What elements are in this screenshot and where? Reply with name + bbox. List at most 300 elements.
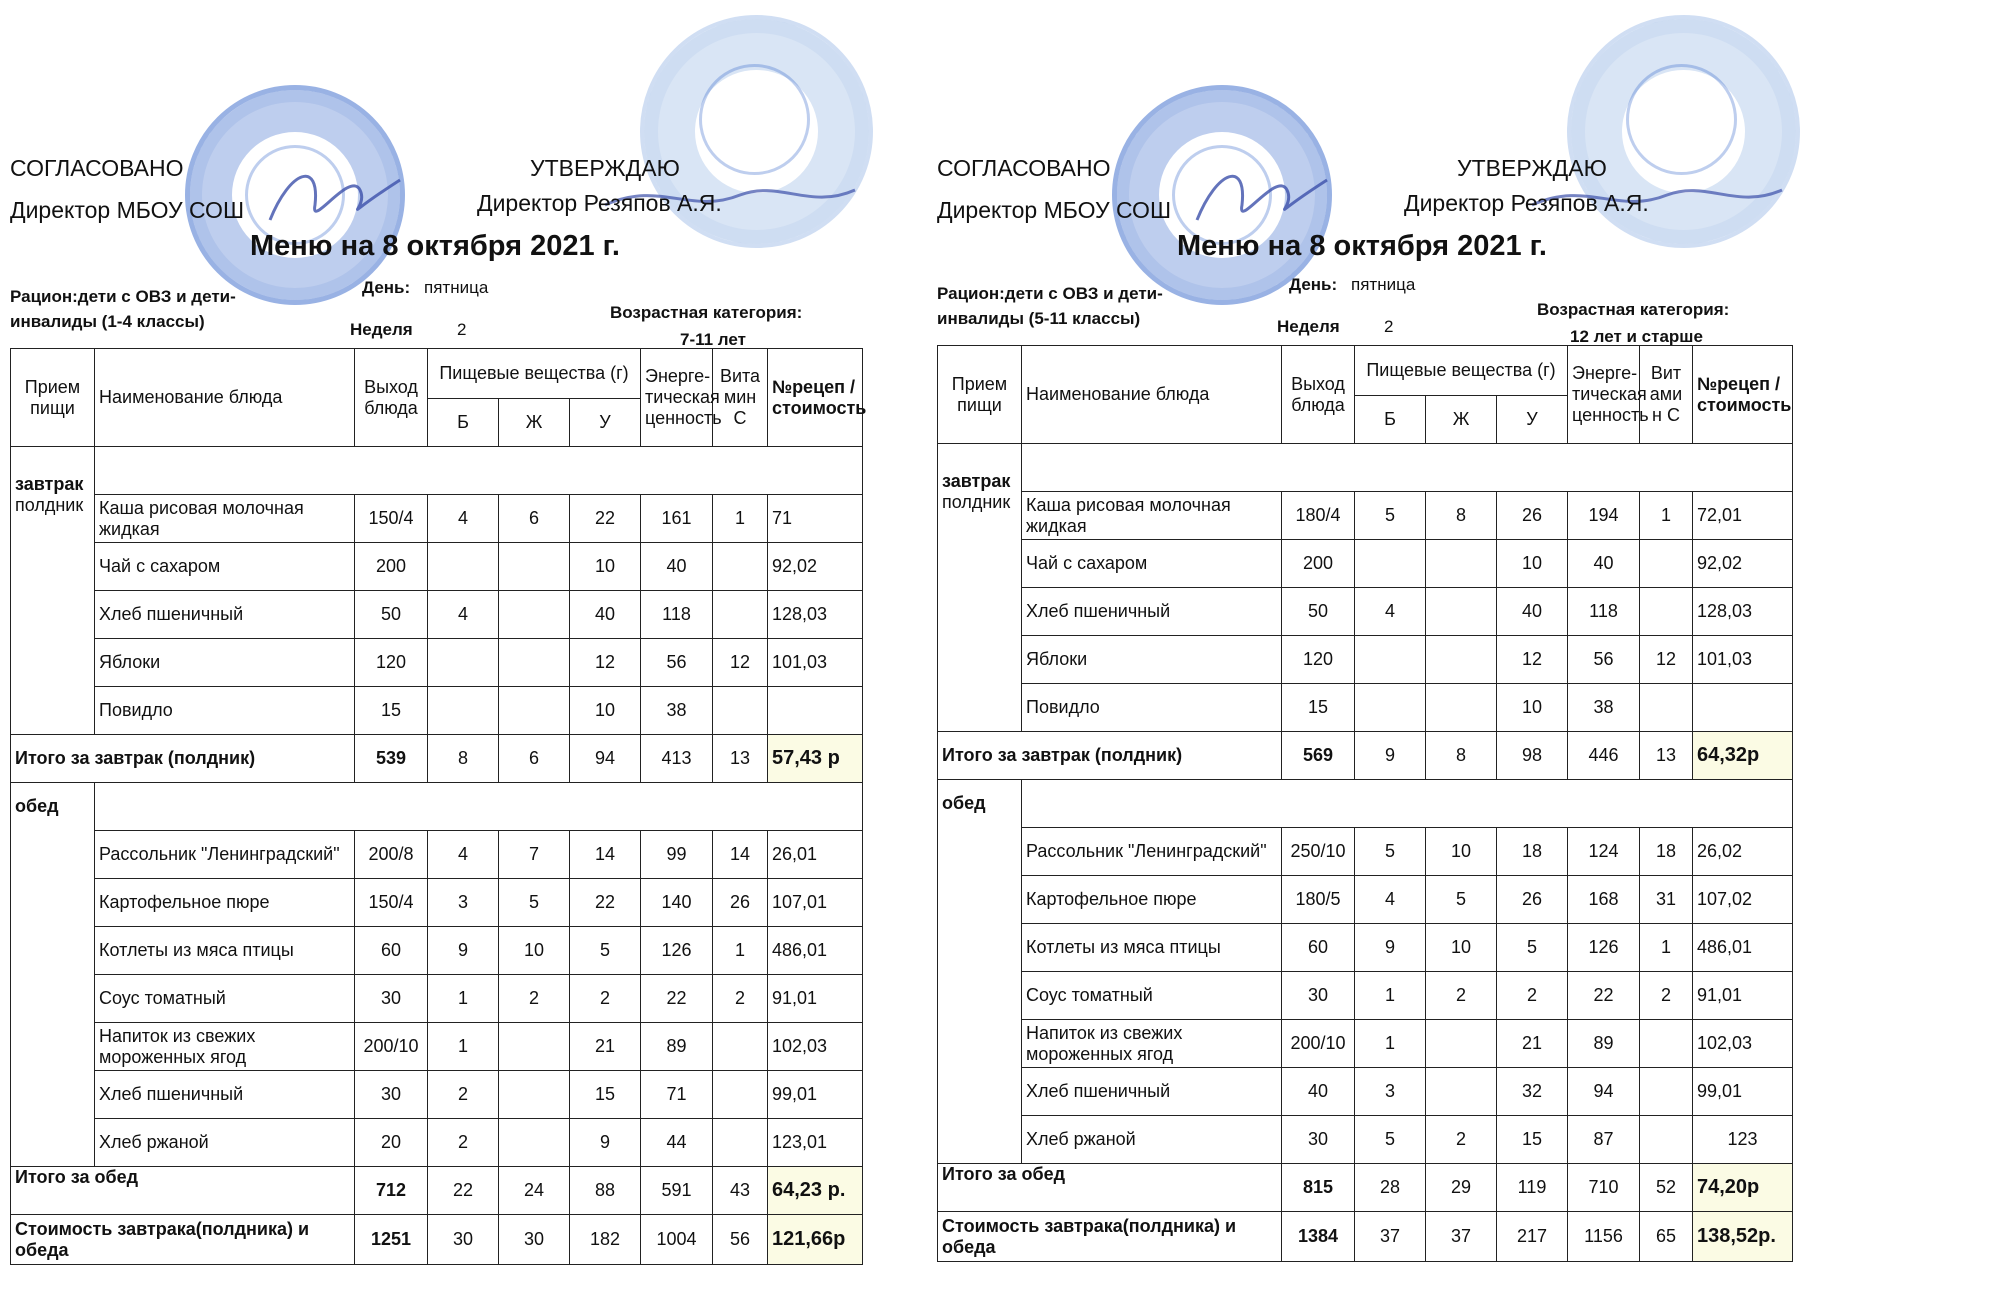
total-cost: 64,32р — [1693, 732, 1793, 780]
header-carbs: У — [1497, 396, 1568, 444]
dish-name: Каша рисовая молочная жидкая — [1022, 492, 1282, 540]
table-row — [11, 639, 863, 687]
table-row — [11, 831, 863, 879]
total-carbs: 88 — [570, 1167, 641, 1215]
dish-output: 200/10 — [1282, 1020, 1355, 1068]
dish-recipe: 486,01 — [768, 927, 863, 975]
dish-energy: 56 — [1568, 636, 1640, 684]
dish-output: 200 — [355, 543, 428, 591]
header-nutrients: Пищевые вещества (г) — [1355, 346, 1568, 396]
dish-energy: 40 — [1568, 540, 1640, 588]
total-fat: 37 — [1426, 1212, 1497, 1262]
dish-energy: 56 — [641, 639, 713, 687]
dish-output: 60 — [355, 927, 428, 975]
dish-carbs: 22 — [570, 495, 641, 543]
section-spacer — [1022, 444, 1793, 492]
meal-cell — [938, 972, 1022, 1020]
header-energy: Энерге-тическая ценность — [641, 349, 713, 447]
dish-protein: 4 — [1355, 876, 1426, 924]
table-row — [938, 588, 1793, 636]
total-vitamin: 56 — [713, 1215, 768, 1265]
dish-name: Картофельное пюре — [95, 879, 355, 927]
meal-cell — [11, 543, 95, 591]
table-row — [938, 972, 1793, 1020]
total-output: 539 — [355, 735, 428, 783]
dish-output: 200 — [1282, 540, 1355, 588]
table-row — [938, 1020, 1793, 1068]
dish-carbs: 2 — [570, 975, 641, 1023]
ration-line-1: Рацион:дети с ОВЗ и дети- — [937, 284, 1163, 303]
dish-carbs: 21 — [570, 1023, 641, 1071]
dish-vitamin: 1 — [713, 927, 768, 975]
dish-name: Рассольник "Ленинградский" — [95, 831, 355, 879]
dish-recipe: 128,03 — [1693, 588, 1793, 636]
dish-energy: 22 — [641, 975, 713, 1023]
table-row — [938, 924, 1793, 972]
day-value: пятница — [1351, 275, 1416, 294]
dish-carbs: 12 — [570, 639, 641, 687]
dish-vitamin: 12 — [1640, 636, 1693, 684]
meal-cell — [11, 879, 95, 927]
dish-fat: 2 — [1426, 1116, 1497, 1164]
dish-energy: 126 — [641, 927, 713, 975]
ration-line-2: инвалиды (5-11 классы) — [937, 309, 1141, 328]
total-carbs: 119 — [1497, 1164, 1568, 1212]
dish-energy: 38 — [1568, 684, 1640, 732]
header-meal: Прием пищи — [11, 349, 95, 447]
menu-table — [10, 348, 867, 1265]
approved-label: УТВЕРЖДАЮ — [530, 155, 680, 181]
dish-fat: 10 — [499, 927, 570, 975]
dish-carbs: 5 — [1497, 924, 1568, 972]
total-energy: 413 — [641, 735, 713, 783]
ration-line-2: инвалиды (1-4 классы) — [10, 312, 205, 331]
dish-carbs: 9 — [570, 1119, 641, 1167]
week-value: 2 — [457, 320, 467, 339]
dish-vitamin — [1640, 1068, 1693, 1116]
meal-cell — [938, 876, 1022, 924]
dish-vitamin — [713, 1119, 768, 1167]
week-label: Неделя — [350, 320, 413, 339]
dish-energy: 140 — [641, 879, 713, 927]
table-row — [11, 1023, 863, 1071]
dish-vitamin: 26 — [713, 879, 768, 927]
dish-name: Соус томатный — [1022, 972, 1282, 1020]
dish-vitamin: 12 — [713, 639, 768, 687]
header-dish: Наименование блюда — [1022, 346, 1282, 444]
dish-vitamin: 31 — [1640, 876, 1693, 924]
section-spacer — [95, 783, 863, 831]
total-vitamin: 52 — [1640, 1164, 1693, 1212]
dish-carbs: 40 — [1497, 588, 1568, 636]
dish-vitamin: 1 — [1640, 492, 1693, 540]
dish-recipe: 92,02 — [768, 543, 863, 591]
total-output: 1384 — [1282, 1212, 1355, 1262]
dish-output: 60 — [1282, 924, 1355, 972]
dish-output: 200/10 — [355, 1023, 428, 1071]
dish-recipe: 102,03 — [768, 1023, 863, 1071]
header-fat: Ж — [499, 399, 570, 447]
dish-fat — [499, 1023, 570, 1071]
header-protein: Б — [428, 399, 499, 447]
dish-output: 30 — [355, 1071, 428, 1119]
dish-fat — [499, 639, 570, 687]
table-row — [11, 495, 863, 543]
total-fat: 6 — [499, 735, 570, 783]
total-cost: 74,20р — [1693, 1164, 1793, 1212]
total-vitamin: 43 — [713, 1167, 768, 1215]
dish-recipe: 128,03 — [768, 591, 863, 639]
grand-total-label: Стоимость завтрака(полдника) и обеда — [11, 1215, 355, 1265]
dish-protein: 3 — [1355, 1068, 1426, 1116]
dish-name: Повидло — [1022, 684, 1282, 732]
dish-recipe — [768, 687, 863, 735]
dish-protein: 4 — [1355, 588, 1426, 636]
menu-table — [937, 345, 1793, 1262]
dish-carbs: 10 — [570, 687, 641, 735]
dish-energy: 161 — [641, 495, 713, 543]
table-row — [938, 1116, 1793, 1164]
table-row — [11, 543, 863, 591]
total-carbs: 94 — [570, 735, 641, 783]
week-value: 2 — [1384, 317, 1394, 336]
dish-energy: 89 — [641, 1023, 713, 1071]
dish-recipe: 123 — [1693, 1116, 1793, 1164]
dish-fat: 6 — [499, 495, 570, 543]
dish-fat — [1426, 540, 1497, 588]
total-protein: 37 — [1355, 1212, 1426, 1262]
dish-energy: 40 — [641, 543, 713, 591]
total-fat: 30 — [499, 1215, 570, 1265]
agreed-label: СОГЛАСОВАНО — [937, 155, 1111, 181]
table-row — [11, 1119, 863, 1167]
agreed-label: СОГЛАСОВАНО — [10, 155, 184, 181]
dish-protein — [428, 639, 499, 687]
dish-energy: 22 — [1568, 972, 1640, 1020]
dish-output: 250/10 — [1282, 828, 1355, 876]
dish-recipe: 486,01 — [1693, 924, 1793, 972]
age-label: Возрастная категория: — [610, 303, 803, 322]
dish-recipe: 26,02 — [1693, 828, 1793, 876]
dish-protein: 2 — [428, 1119, 499, 1167]
dish-vitamin — [713, 1071, 768, 1119]
dish-carbs: 2 — [1497, 972, 1568, 1020]
dish-vitamin — [713, 543, 768, 591]
meal-cell — [938, 588, 1022, 636]
dish-fat — [499, 1119, 570, 1167]
meal-cell — [938, 1068, 1022, 1116]
dish-protein — [1355, 684, 1426, 732]
dish-energy: 126 — [1568, 924, 1640, 972]
table-row — [11, 1071, 863, 1119]
dish-protein — [428, 687, 499, 735]
dish-fat — [499, 591, 570, 639]
day-label: День: — [362, 278, 411, 297]
day-label: День: — [1289, 275, 1338, 294]
dish-recipe: 101,03 — [1693, 636, 1793, 684]
dish-name: Напиток из свежих мороженных ягод — [95, 1023, 355, 1071]
table-row — [11, 975, 863, 1023]
dish-fat: 5 — [499, 879, 570, 927]
dish-protein: 1 — [428, 1023, 499, 1071]
dish-recipe: 91,01 — [1693, 972, 1793, 1020]
dish-protein: 3 — [428, 879, 499, 927]
dish-output: 200/8 — [355, 831, 428, 879]
total-output: 1251 — [355, 1215, 428, 1265]
total-vitamin: 65 — [1640, 1212, 1693, 1262]
week-label: Неделя — [1277, 317, 1340, 336]
table-row — [938, 1068, 1793, 1116]
menu-panel-left — [10, 0, 890, 1305]
dish-energy: 94 — [1568, 1068, 1640, 1116]
meal-lunch-label: обед — [938, 780, 1022, 828]
dish-carbs: 15 — [570, 1071, 641, 1119]
dish-energy: 99 — [641, 831, 713, 879]
dish-recipe: 71 — [768, 495, 863, 543]
menu-panel-right — [937, 0, 1817, 1305]
dish-vitamin: 2 — [1640, 972, 1693, 1020]
dish-carbs: 12 — [1497, 636, 1568, 684]
agreed-role: Директор МБОУ СОШ — [10, 197, 245, 223]
dish-fat: 5 — [1426, 876, 1497, 924]
dish-fat — [1426, 684, 1497, 732]
dish-protein: 1 — [1355, 1020, 1426, 1068]
dish-name: Яблоки — [1022, 636, 1282, 684]
header-protein: Б — [1355, 396, 1426, 444]
dish-carbs: 21 — [1497, 1020, 1568, 1068]
total-vitamin: 13 — [1640, 732, 1693, 780]
dish-fat: 2 — [499, 975, 570, 1023]
dish-protein: 1 — [1355, 972, 1426, 1020]
dish-protein: 9 — [428, 927, 499, 975]
dish-energy: 194 — [1568, 492, 1640, 540]
dish-energy: 118 — [1568, 588, 1640, 636]
dish-energy: 118 — [641, 591, 713, 639]
dish-energy: 89 — [1568, 1020, 1640, 1068]
meal-cell — [11, 831, 95, 879]
meal-cell — [938, 540, 1022, 588]
breakfast-total-label: Итого за завтрак (полдник) — [11, 735, 355, 783]
total-protein: 8 — [428, 735, 499, 783]
total-energy: 1004 — [641, 1215, 713, 1265]
meal-cell — [11, 1119, 95, 1167]
header-output: Выход блюда — [1282, 346, 1355, 444]
dish-name: Картофельное пюре — [1022, 876, 1282, 924]
meal-cell — [11, 1023, 95, 1071]
total-energy: 591 — [641, 1167, 713, 1215]
table-row — [938, 876, 1793, 924]
meal-cell — [938, 1116, 1022, 1164]
day-value: пятница — [424, 278, 489, 297]
dish-vitamin: 1 — [713, 495, 768, 543]
dish-recipe — [1693, 684, 1793, 732]
dish-fat — [1426, 1020, 1497, 1068]
header-dish: Наименование блюда — [95, 349, 355, 447]
table-row — [11, 879, 863, 927]
dish-carbs: 10 — [1497, 540, 1568, 588]
dish-energy: 71 — [641, 1071, 713, 1119]
signature — [260, 150, 410, 240]
header-meal: Прием пищи — [938, 346, 1022, 444]
dish-fat — [1426, 588, 1497, 636]
total-energy: 1156 — [1568, 1212, 1640, 1262]
total-carbs: 182 — [570, 1215, 641, 1265]
dish-protein: 9 — [1355, 924, 1426, 972]
meal-cell — [938, 684, 1022, 732]
total-fat: 8 — [1426, 732, 1497, 780]
dish-output: 50 — [1282, 588, 1355, 636]
header-carbs: У — [570, 399, 641, 447]
dish-output: 50 — [355, 591, 428, 639]
header-vitamin: Вит ами н С — [1640, 346, 1693, 444]
page-title: Меню на 8 октября 2021 г. — [250, 230, 620, 262]
dish-carbs: 10 — [570, 543, 641, 591]
total-cost: 121,66р — [768, 1215, 863, 1265]
dish-output: 150/4 — [355, 879, 428, 927]
dish-output: 30 — [355, 975, 428, 1023]
dish-fat: 10 — [1426, 924, 1497, 972]
dish-protein: 4 — [428, 831, 499, 879]
dish-output: 180/5 — [1282, 876, 1355, 924]
dish-recipe: 99,01 — [1693, 1068, 1793, 1116]
dish-name: Хлеб ржаной — [1022, 1116, 1282, 1164]
approved-role: Директор Резяпов А.Я. — [477, 190, 722, 216]
meal-cell — [938, 828, 1022, 876]
dish-output: 20 — [355, 1119, 428, 1167]
dish-recipe: 107,01 — [768, 879, 863, 927]
dish-fat: 2 — [1426, 972, 1497, 1020]
approved-label: УТВЕРЖДАЮ — [1457, 155, 1607, 181]
grand-total-label: Стоимость завтрака(полдника) и обеда — [938, 1212, 1282, 1262]
dish-recipe: 99,01 — [768, 1071, 863, 1119]
meal-lunch-label: обед — [11, 783, 95, 831]
dish-output: 30 — [1282, 972, 1355, 1020]
dish-vitamin — [1640, 540, 1693, 588]
total-cost: 57,43 р — [768, 735, 863, 783]
dish-protein: 5 — [1355, 1116, 1426, 1164]
dish-fat: 8 — [1426, 492, 1497, 540]
table-row — [11, 927, 863, 975]
dish-fat: 10 — [1426, 828, 1497, 876]
dish-name: Рассольник "Ленинградский" — [1022, 828, 1282, 876]
dish-name: Котлеты из мяса птицы — [95, 927, 355, 975]
total-energy: 710 — [1568, 1164, 1640, 1212]
dish-output: 120 — [355, 639, 428, 687]
table-row — [938, 684, 1793, 732]
dish-protein: 5 — [1355, 492, 1426, 540]
dish-vitamin — [1640, 684, 1693, 732]
dish-output: 150/4 — [355, 495, 428, 543]
dish-recipe: 102,03 — [1693, 1020, 1793, 1068]
dish-name: Соус томатный — [95, 975, 355, 1023]
age-label: Возрастная категория: — [1537, 300, 1730, 319]
approved-role: Директор Резяпов А.Я. — [1404, 190, 1649, 216]
dish-name: Каша рисовая молочная жидкая — [95, 495, 355, 543]
dish-fat — [499, 687, 570, 735]
dish-protein — [428, 543, 499, 591]
total-protein: 22 — [428, 1167, 499, 1215]
meal-cell — [938, 636, 1022, 684]
dish-name: Повидло — [95, 687, 355, 735]
lunch-rows — [11, 831, 863, 1167]
dish-output: 15 — [355, 687, 428, 735]
table-row — [11, 591, 863, 639]
header-nutrients: Пищевые вещества (г) — [428, 349, 641, 399]
dish-energy: 44 — [641, 1119, 713, 1167]
table-row — [938, 828, 1793, 876]
total-protein: 9 — [1355, 732, 1426, 780]
total-fat: 24 — [499, 1167, 570, 1215]
header-fat: Ж — [1426, 396, 1497, 444]
dish-protein: 5 — [1355, 828, 1426, 876]
dish-protein: 2 — [428, 1071, 499, 1119]
dish-protein: 4 — [428, 495, 499, 543]
dish-energy: 168 — [1568, 876, 1640, 924]
dish-energy: 124 — [1568, 828, 1640, 876]
header-recipe: №рецеп /стоимость — [768, 349, 863, 447]
breakfast-rows — [938, 492, 1793, 732]
dish-protein — [1355, 636, 1426, 684]
total-energy: 446 — [1568, 732, 1640, 780]
meal-cell — [11, 975, 95, 1023]
table-row — [938, 492, 1793, 540]
dish-vitamin: 1 — [1640, 924, 1693, 972]
dish-carbs: 18 — [1497, 828, 1568, 876]
meal-breakfast-label: завтрак — [11, 447, 95, 495]
total-protein: 30 — [428, 1215, 499, 1265]
dish-energy: 38 — [641, 687, 713, 735]
dish-name: Яблоки — [95, 639, 355, 687]
lunch-total-label: Итого за обед — [11, 1167, 355, 1215]
dish-carbs: 26 — [1497, 876, 1568, 924]
dish-carbs: 15 — [1497, 1116, 1568, 1164]
section-spacer — [1022, 780, 1793, 828]
dish-name: Чай с сахаром — [1022, 540, 1282, 588]
meal-snack-label: полдник — [11, 495, 95, 543]
dish-name: Хлеб пшеничный — [1022, 588, 1282, 636]
dish-recipe: 91,01 — [768, 975, 863, 1023]
header-recipe: №рецеп /стоимость — [1693, 346, 1793, 444]
dish-vitamin: 18 — [1640, 828, 1693, 876]
dish-recipe: 72,01 — [1693, 492, 1793, 540]
dish-energy: 87 — [1568, 1116, 1640, 1164]
meal-cell — [11, 639, 95, 687]
dish-carbs: 26 — [1497, 492, 1568, 540]
age-value: 7-11 лет — [680, 330, 746, 349]
agreed-role: Директор МБОУ СОШ — [937, 197, 1172, 223]
total-vitamin: 13 — [713, 735, 768, 783]
header-energy: Энерге-тическая ценность — [1568, 346, 1640, 444]
breakfast-rows — [11, 495, 863, 735]
dish-fat: 7 — [499, 831, 570, 879]
dish-protein: 1 — [428, 975, 499, 1023]
total-output: 815 — [1282, 1164, 1355, 1212]
meal-cell — [11, 591, 95, 639]
dish-recipe: 101,03 — [768, 639, 863, 687]
table-row — [938, 636, 1793, 684]
dish-output: 120 — [1282, 636, 1355, 684]
dish-fat — [1426, 1068, 1497, 1116]
meal-cell — [938, 924, 1022, 972]
section-spacer — [95, 447, 863, 495]
dish-recipe: 26,01 — [768, 831, 863, 879]
meal-cell — [11, 687, 95, 735]
dish-output: 15 — [1282, 684, 1355, 732]
lunch-rows — [938, 828, 1793, 1164]
dish-name: Хлеб пшеничный — [95, 591, 355, 639]
dish-vitamin: 2 — [713, 975, 768, 1023]
meal-cell — [938, 1020, 1022, 1068]
